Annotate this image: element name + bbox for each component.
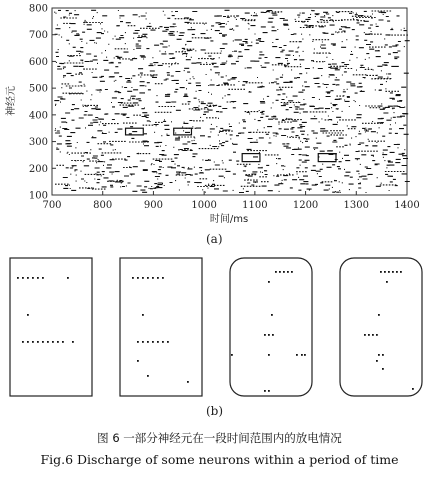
zoom-spike	[268, 354, 270, 356]
zoom-spike	[152, 277, 154, 279]
highlight-box	[174, 128, 192, 135]
zoom-spike	[412, 388, 414, 390]
zoom-spike	[167, 341, 169, 343]
zoom-spike	[137, 360, 139, 362]
panel-b-label: (b)	[206, 404, 224, 418]
zoom-spike	[37, 277, 39, 279]
spike-marks	[54, 10, 410, 192]
zoom-spike	[231, 354, 233, 356]
zoom-spike	[137, 341, 139, 343]
zoom-spike	[42, 277, 44, 279]
zoom-spike	[283, 271, 285, 273]
zoom-spike	[382, 368, 384, 370]
x-tick-label: 1300	[343, 200, 370, 211]
zoom-spike	[57, 341, 59, 343]
zoom-spike	[152, 341, 154, 343]
x-tick-label: 700	[42, 200, 62, 211]
zoom-spike	[396, 271, 398, 273]
zoom-spike	[142, 277, 144, 279]
zoom-spike	[376, 334, 378, 336]
y-tick-label: 300	[28, 137, 48, 149]
zoom-spike	[264, 334, 266, 336]
zoom-spike	[268, 390, 270, 392]
zoom-spike	[52, 341, 54, 343]
x-axis-label: 时间/ms	[209, 214, 249, 225]
zoom-spike	[37, 341, 39, 343]
highlight-boxes	[126, 128, 336, 161]
zoom-spike	[368, 334, 370, 336]
zoom-spike	[378, 354, 380, 356]
zoom-spike	[275, 271, 277, 273]
zoom-spike	[291, 271, 293, 273]
zoom-spike	[364, 334, 366, 336]
zoom-spike	[400, 271, 402, 273]
zoom-spike	[386, 281, 388, 283]
zoom-spike	[22, 341, 24, 343]
zoom-spike	[372, 334, 374, 336]
x-tick-label: 900	[143, 200, 163, 211]
zoom-spike	[268, 281, 270, 283]
zoom-spike	[272, 334, 274, 336]
panel-a-label: (a)	[206, 232, 223, 246]
zoom-spike	[162, 277, 164, 279]
x-tick-label: 1100	[242, 200, 268, 211]
x-axis-ticks	[42, 191, 419, 211]
zoom-spike	[132, 277, 134, 279]
y-axis-label: 神经元	[6, 86, 17, 116]
zoom-spike	[27, 341, 29, 343]
x-tick-label: 800	[93, 200, 113, 211]
zoom-spike	[187, 381, 189, 383]
zoom-spike	[392, 271, 394, 273]
zoom-spike	[162, 341, 164, 343]
zoom-spike	[301, 354, 303, 356]
zoom-spike	[142, 341, 144, 343]
y-tick-label: 800	[28, 3, 48, 15]
zoom-spike	[27, 314, 29, 316]
zoom-spike	[279, 271, 281, 273]
zoom-spike	[157, 341, 159, 343]
zoom-spike	[147, 341, 149, 343]
spike-points	[54, 10, 410, 192]
zoom-spike	[62, 341, 64, 343]
figure-caption-english: Fig.6 Discharge of some neurons within a period of time	[40, 452, 399, 467]
zoom-spike	[137, 277, 139, 279]
zoom-spike	[17, 277, 19, 279]
zoom-spike	[296, 354, 298, 356]
y-tick-label: 600	[28, 56, 48, 68]
zoom-spike	[271, 314, 273, 316]
zoom-panel-3	[230, 258, 312, 396]
x-tick-label: 1400	[394, 200, 420, 211]
figure-caption-chinese: 图 6 一部分神经元在一段时间范围内的放电情况	[97, 431, 342, 445]
zoom-spike	[67, 277, 69, 279]
y-tick-label: 200	[28, 163, 48, 175]
zoom-spike	[147, 277, 149, 279]
x-tick-label: 1000	[191, 200, 217, 211]
zoom-spike	[382, 354, 384, 356]
zoom-spike	[47, 341, 49, 343]
y-tick-label: 100	[28, 190, 48, 202]
plot-frame	[52, 8, 407, 195]
y-tick-label: 700	[28, 30, 48, 42]
zoom-spike	[380, 271, 382, 273]
zoom-spike	[72, 341, 74, 343]
zoom-spike	[287, 271, 289, 273]
y-tick-label: 500	[28, 83, 48, 95]
zoom-spike	[27, 277, 29, 279]
zoom-spike	[268, 334, 270, 336]
zoom-spike	[388, 271, 390, 273]
zoom-spike	[142, 314, 144, 316]
zoomed-spike-panels	[0, 250, 439, 400]
zoom-spike-points	[17, 271, 414, 392]
zoom-spike	[147, 375, 149, 377]
x-tick-label: 1200	[292, 200, 319, 211]
zoom-spike	[32, 277, 34, 279]
zoom-spike	[376, 360, 378, 362]
zoom-spike	[384, 271, 386, 273]
zoom-spike	[304, 354, 306, 356]
zoom-spike	[157, 277, 159, 279]
zoom-spike	[378, 314, 380, 316]
zoom-spike	[42, 341, 44, 343]
highlight-box	[242, 154, 260, 162]
zoom-spike	[264, 390, 266, 392]
zoom-panel-4	[340, 258, 422, 396]
zoom-spike	[32, 341, 34, 343]
y-tick-label: 400	[28, 110, 48, 122]
zoom-spike	[22, 277, 24, 279]
